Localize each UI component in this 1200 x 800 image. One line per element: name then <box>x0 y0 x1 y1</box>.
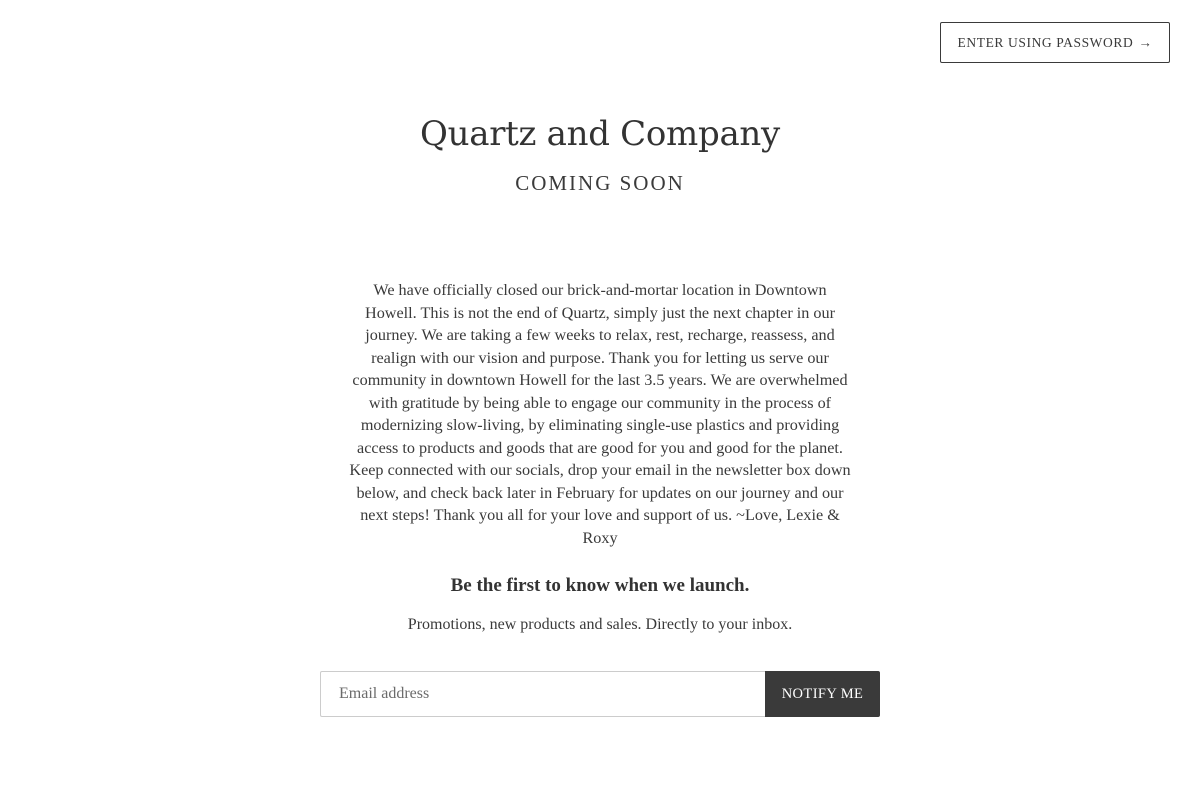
email-input[interactable] <box>320 671 765 717</box>
newsletter-form <box>320 671 880 717</box>
arrow-right-icon: → <box>1138 34 1153 50</box>
shop-title: Quartz and Company <box>420 114 780 154</box>
signup-subheading: Promotions, new products and sales. Directly to your inbox. <box>407 616 793 633</box>
password-button-label: ENTER USING PASSWORD <box>957 34 1134 50</box>
notify-me-button[interactable]: NOTIFY ME <box>765 671 880 717</box>
closing-message: We have officially closed our brick-and-mortar location in Downtown Howell. This is not the end of Quartz, simply just the next chapter in our journey. We are taking a few weeks to relax, rest, recharge, reassess, and realign with our vision and purpose. Thank you for letting us serve our community in downtown Howell for the last 3.5 years. We are overwhelmed with gratitude by being able to engage our community in the process of modernizing slow-living, by eliminating single-use plastics and providing access to products and goods that are good for you and good for the planet. Keep connected with our socials, drop your email in the newsletter box down below, and check back later in February for updates on our journey and our next steps! Thank you all for your love and support of us. ~Love, Lexie & Roxy <box>349 281 851 547</box>
page-header <box>0 110 1200 198</box>
coming-soon-label: COMING SOON <box>515 171 685 195</box>
enter-using-password-button[interactable] <box>940 22 1170 63</box>
signup-heading: Be the first to know when we launch. <box>450 575 750 596</box>
